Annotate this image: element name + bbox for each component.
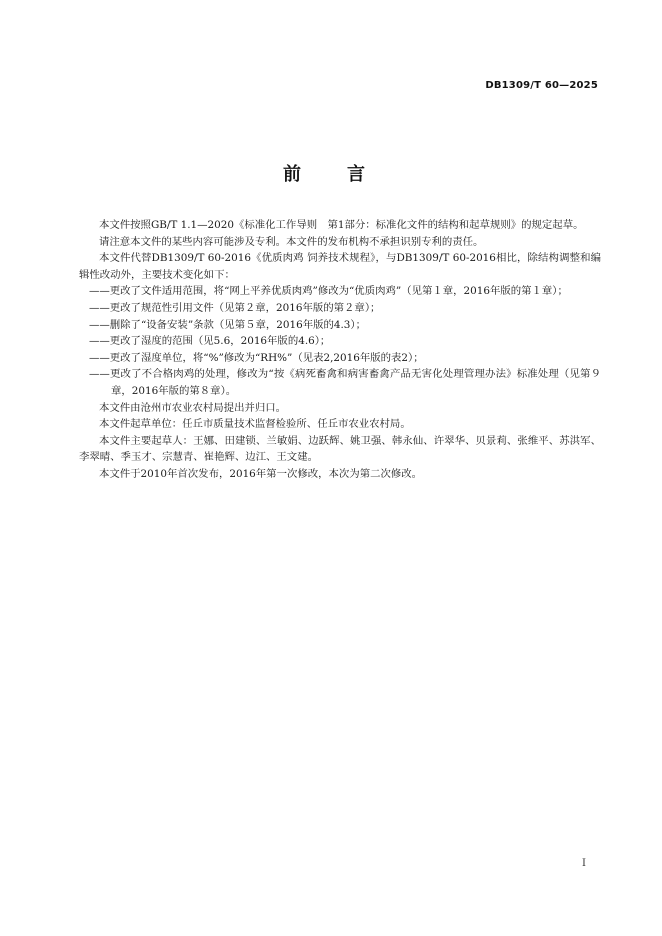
page-title: 前 言 — [283, 164, 379, 185]
change-item: ——更改了文件适用范围，将“网上平养优质肉鸡”修改为“优质肉鸡”（见第１章，2016年版的第１章）； — [89, 285, 568, 298]
paragraph-proposer: 本文件由沧州市农业农村局提出并归口。 — [99, 401, 287, 414]
paragraph-patent-notice: 请注意本文件的某些内容可能涉及专利。本文件的发布机构不承担识别专利的责任。 — [99, 235, 484, 248]
paragraph-history: 本文件于2010年首次发布，2016年第一次修改，本次为第二次修改。 — [99, 467, 423, 480]
change-item: ——更改了湿度的范围（见5.6，2016年版的4.6）； — [89, 335, 331, 348]
page-number: I — [582, 858, 586, 869]
change-item: ——更改了不合格肉鸡的处理，修改为“按《病死畜禽和病害畜禽产品无害化处理管理办法》标准处理（见第９章，2016年版的第８章）。 — [89, 368, 601, 397]
change-item: ——删除了“设备安装”条款（见第５章，2016年版的4.3）； — [89, 318, 366, 331]
change-item: ——更改了湿度单位，将“%”修改为“RH%”（见表2,2016年版的表2）； — [89, 351, 424, 364]
paragraph-drafters: 本文件主要起草人：王娜、田建锁、兰敏娟、边跃辉、姚卫强、韩永仙、许翠华、贝景莉、张维平、苏洪军、李翠晴、季玉才、宗慧青、崔艳辉、边江、王文建。 — [79, 434, 601, 464]
paragraph-replacement: 本文件代替DB1309/T 60-2016《优质肉鸡 饲养技术规程》，与DB1309/T 60-2016相比，除结构调整和编辑性改动外，主要技术变化如下： — [79, 252, 601, 281]
paragraph-drafting-units: 本文件起草单位：任丘市质量技术监督检验所、任丘市农业农村局。 — [99, 418, 411, 431]
document-body — [79, 217, 601, 483]
change-item: ——更改了规范性引用文件（见第２章，2016年版的第２章）； — [89, 301, 381, 314]
paragraph-drafting-rules: 本文件按照GB/T 1.1—2020《标准化工作导则 第1部分：标准化文件的结构和起草规则》的规定起草。 — [99, 219, 584, 231]
document-code: DB1309/T 60—2025 — [485, 80, 598, 91]
